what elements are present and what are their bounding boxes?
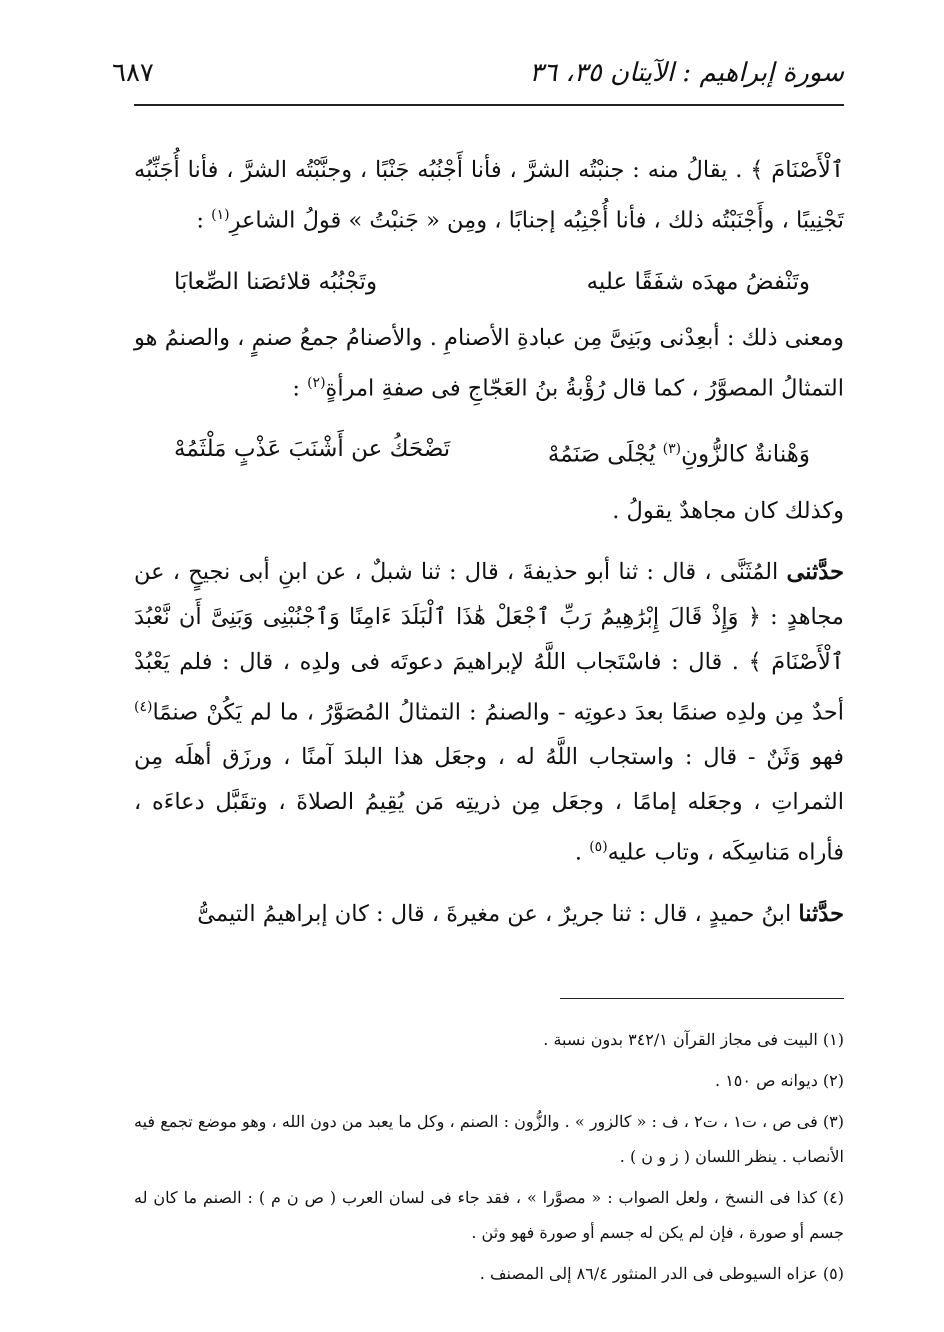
- page-number: ٦٨٧: [112, 58, 154, 88]
- paragraph-1: [134, 148, 844, 244]
- verse-2-second-hemistich: تَضْحَكُ عن أَشْنَبَ عَذْبٍ مَلْثَمُهْ: [174, 436, 451, 462]
- paragraph-4-text-b: فهو وَثَنٌ - قال : واستجاب اللَّهُ له ، وجعَل هذا البلدَ آمنًا ، ورزَق أهلَه مِن الثمراتِ ، وجعَله إمامًا ، وجعَل مِن ذريتِه مَن يُقِيمُ الصلاةَ ، وتقَبَّل دعاءَه ، فأراه مَناسِكَه ، وتاب عليه: [134, 744, 844, 866]
- paragraph-3: وكذلك كان مجاهدٌ يقولُ .: [612, 497, 844, 524]
- footnote-2: (٢) ديوانه ص ١٥٠ .: [715, 1071, 844, 1090]
- paragraph-2-end: :: [292, 375, 308, 401]
- footnote-1: (١) البيت فى مجاز القرآن ٣٤٢/١ بدون نسبة .: [543, 1030, 844, 1049]
- footnote-ref-4: (٤): [134, 698, 153, 715]
- footnote-5: (٥) عزاه السيوطى فى الدر المنثور ٨٦/٤ إلى المصنف .: [479, 1264, 844, 1283]
- verse-2-first-hemistich: [548, 427, 810, 477]
- paragraph-4: [134, 550, 844, 876]
- header-rule: [134, 104, 844, 106]
- footnote-ref-2: (٢): [307, 374, 326, 391]
- footnote-ref-1: (١): [211, 207, 230, 223]
- paragraph-1-text: ٱلْأَصْنَامَ ﴾ . يقالُ منه : جنبْتُه الشرَّ ، فأنا أَجْنُبُه جَنْبًا ، وجنَّبْتُه الشرَّ ، فأنا أُجَنِّبُه تَجْنِيبًا ، وأَجْنَبْتُه ذلك ، فأنا أُجْنِبُه إجنابًا ، ومِن « جَنبْتُ » قولُ الشاعرِ: [134, 157, 844, 234]
- surah-title: سورة إبراهيم : الآيتان ٣٥، ٣٦: [529, 58, 844, 88]
- hadith-lead-2: حدَّثنا: [798, 900, 844, 927]
- poetry-verse-1: [174, 260, 810, 304]
- footnote-ref-3: (٣): [662, 441, 682, 457]
- verse-1-second-hemistich: وتَجْنُبُه قلائصَنا الصِّعابَا: [174, 268, 378, 295]
- paragraph-2: [134, 316, 844, 412]
- poetry-verse-2: [174, 427, 810, 477]
- section-gap: [134, 876, 844, 892]
- section-gap: [134, 534, 844, 550]
- verse-2-first-text: وَهْنانةٌ كالزُّونِ: [681, 441, 810, 468]
- running-header: [112, 58, 844, 102]
- paragraph-4-text-a: المُثَنَّى ، قال : ثنا أبو حذيفةَ ، قال : ثنا شبلٌ ، عن ابنِ أبى نجيحٍ ، عن مجاهدٍ : ﴿ وَإِذْ قَالَ إِبْرَٰهِيمُ رَبِّ ٱجْعَلْ هَٰذَا ٱلْبَلَدَ ءَامِنًا وَٱجْنُبْنِى وَبَنِىَّ أَن نَّعْبُدَ ٱلْأَصْنَامَ ﴾ . قال : فاسْتَجاب اللَّهُ لإبراهيمَ دعوتَه فى ولدِه ، قال : فلم يَعْبُدْ أحدٌ مِن ولدِه صنمًا بعدَ دعوتِه - والصنمُ : التمثالُ المُصَوَّرُ ، ما لم يَكُنْ صنمًا: [134, 558, 844, 726]
- paragraph-5: [134, 892, 844, 937]
- footnote-3: (٣) فى ص ، ت١ ، ت٢ ، ف : « كالزور » . والزُّون : الصنم ، وكل ما يعبد من دون الله ، وهو موضع تجمع فيه الأنصاب . ينظر اللسان ( ز و ن ) .: [134, 1112, 845, 1166]
- verse-2-first-end: يُجْلَى صَنَمُهْ: [547, 441, 663, 468]
- paragraph-5-text: ابنُ حميدٍ ، قال : ثنا جريرٌ ، عن مغيرةَ ، قال : كان إبراهيمُ التيمىُّ: [197, 900, 799, 927]
- footnote-rule: [560, 998, 844, 999]
- footnotes: [134, 1022, 844, 1297]
- paragraph-1-end: :: [196, 207, 212, 234]
- footnote-ref-5: (٥): [589, 839, 608, 856]
- hadith-lead-1: حدَّثنى: [786, 558, 844, 585]
- paragraph-2-text: ومعنى ذلك : أبعِدْنى وبَنِىَّ مِن عبادةِ الأصنامِ . والأصنامُ جمعُ صنمٍ ، والصنمُ هو التمثالُ المصوَّرُ ، كما قال رُؤْبةُ بنُ العَجّاجِ فى صفةِ امرأةٍ: [134, 324, 844, 401]
- paragraph-4-end: .: [574, 839, 590, 866]
- footnote-4: (٤) كذا فى النسخ ، ولعل الصواب : « مصوَّرا » ، فقد جاء فى لسان العرب ( ص ن م ) : الصنم ما كان له جسم أو صورة ، فإن لم يكن له جسم أو صورة فهو وثن .: [134, 1188, 844, 1242]
- main-text: [134, 148, 844, 937]
- verse-1-first-hemistich: وتَنْفضُ مهدَه شفَقًا عليه: [586, 268, 810, 295]
